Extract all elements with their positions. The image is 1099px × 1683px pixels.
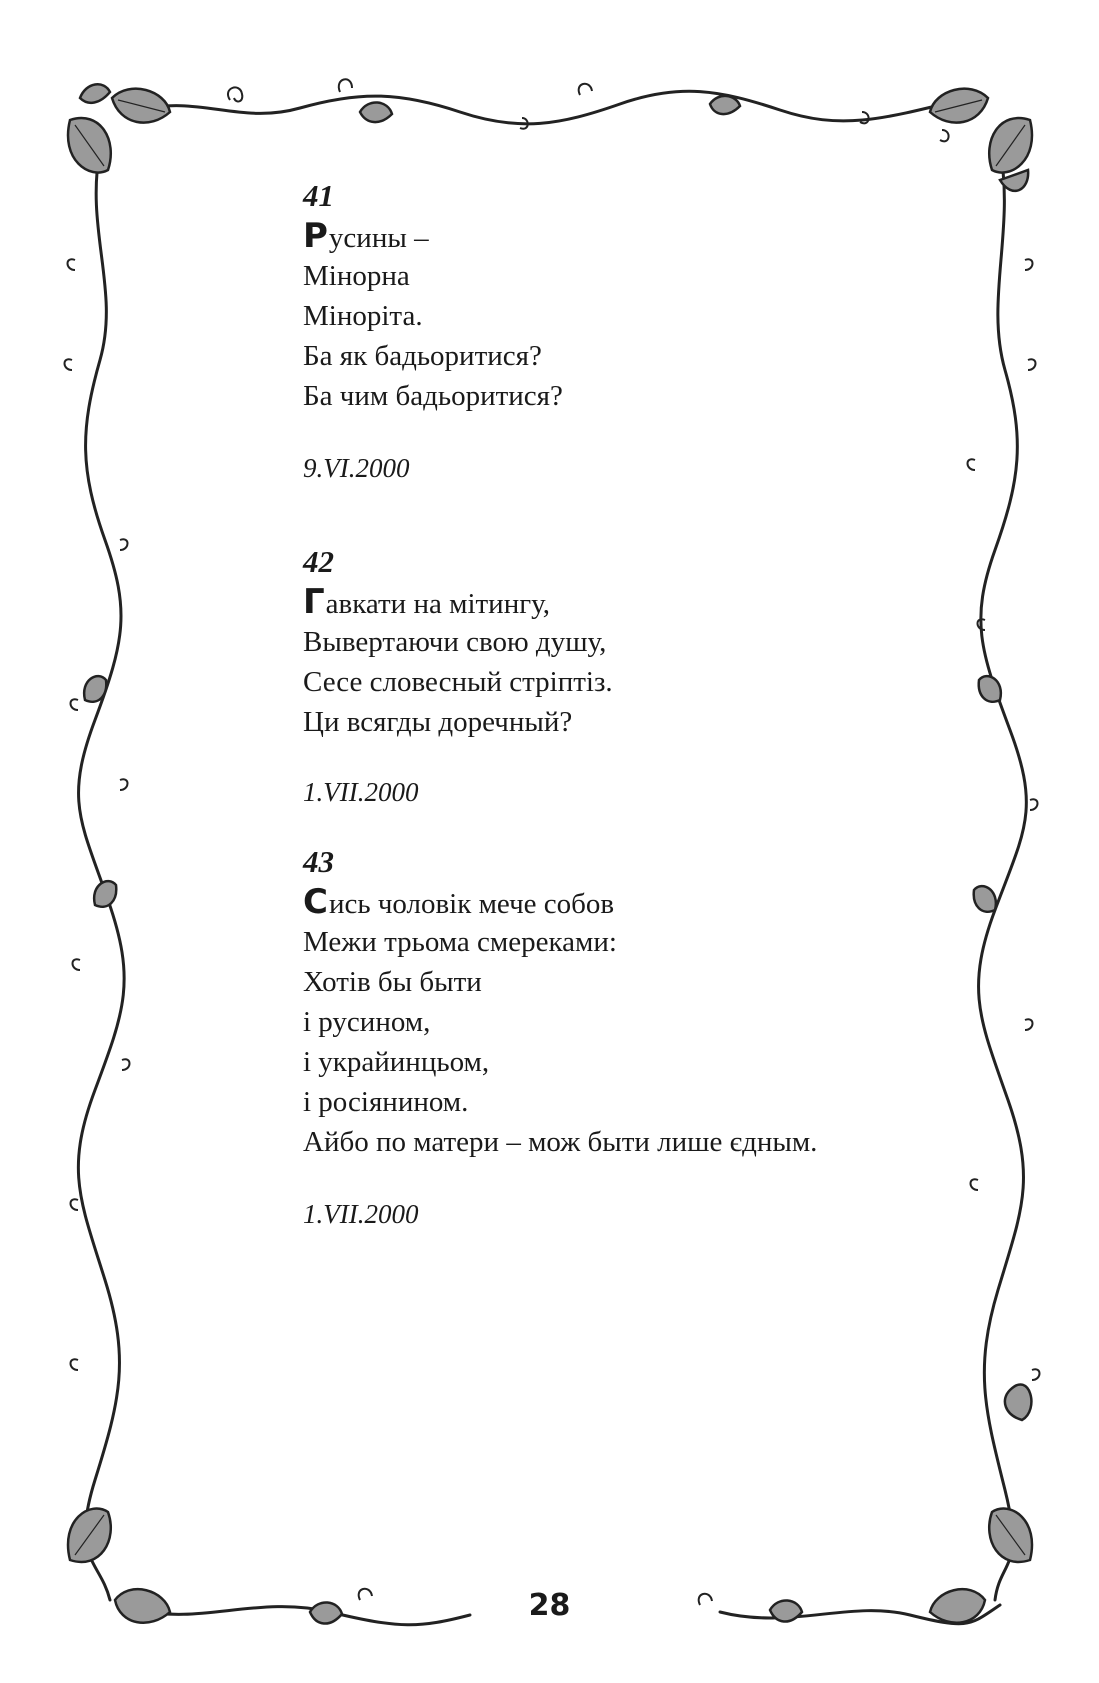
drop-cap: Р xyxy=(303,216,328,256)
line-text: авкати на мітингу, xyxy=(325,588,550,620)
poem-line: і украйинцьом, xyxy=(303,1046,490,1078)
poem-43 xyxy=(303,842,817,1234)
poem-line: Сесе словесный стріптіз. xyxy=(303,666,613,698)
line-text: ись чоловік мече собов xyxy=(328,888,615,920)
poem-line: Ба як бадьоритися? xyxy=(303,340,542,372)
poem-line: Мінорна xyxy=(303,260,410,292)
poem-line xyxy=(303,582,613,622)
drop-cap: С xyxy=(303,882,328,922)
poem-date: 9.VI.2000 xyxy=(303,453,410,483)
poem-date: 1.VII.2000 xyxy=(303,1199,419,1229)
poem-line: Вывертаючи свою душу, xyxy=(303,626,607,658)
poem-line xyxy=(303,882,817,922)
poem-line: Межи трьома смереками: xyxy=(303,926,617,958)
poem-line: і русином, xyxy=(303,1006,431,1038)
poem-line: Айбо по матери – мож быти лише єдным. xyxy=(303,1126,818,1158)
poem-number: 42 xyxy=(303,544,334,579)
line-text: усины – xyxy=(328,222,429,254)
poem-date: 1.VII.2000 xyxy=(303,777,419,807)
poem-line: і росіянином. xyxy=(303,1086,469,1118)
poem-line: Ба чим бадьоритися? xyxy=(303,380,563,412)
poem-line: Ци всягды доречный? xyxy=(303,706,573,738)
page-number: 28 xyxy=(528,1588,571,1623)
poem-line: Міноріта. xyxy=(303,300,423,332)
drop-cap: Г xyxy=(303,582,325,622)
poem-line xyxy=(303,216,563,256)
poem-41 xyxy=(303,176,563,488)
poem-number: 41 xyxy=(303,178,334,213)
poem-number: 43 xyxy=(303,844,334,879)
poem-42 xyxy=(303,542,613,812)
poem-line: Хотів бы быти xyxy=(303,966,482,998)
